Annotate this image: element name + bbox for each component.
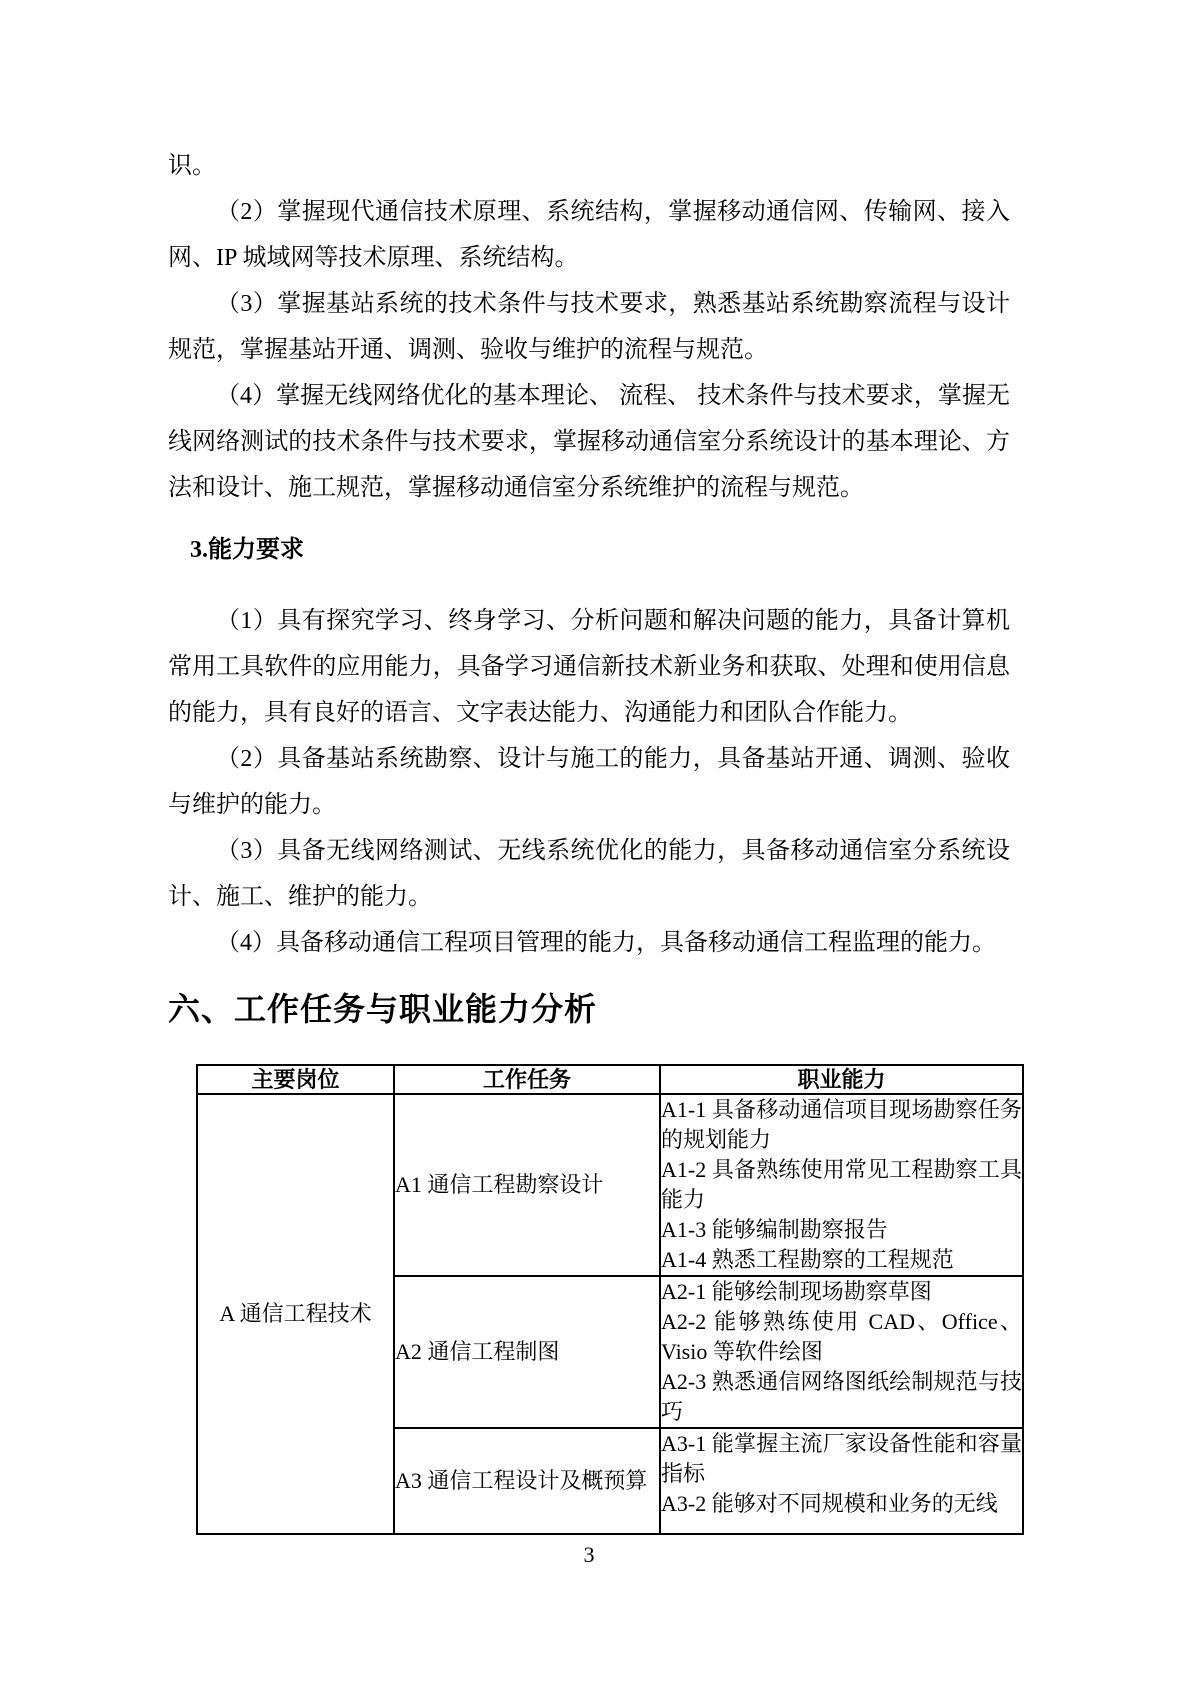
table-row — [197, 1094, 1023, 1276]
ability-line: A2-3 熟悉通信网络图纸绘制规范与技巧 — [661, 1369, 1022, 1424]
header-work-task: 工作任务 — [394, 1065, 660, 1094]
ability-line: A3-2 能够对不同规模和业务的无线 — [661, 1491, 998, 1516]
paragraph-knowledge-3: （3）掌握基站系统的技术条件与技术要求，熟悉基站系统勘察流程与设计规范，掌握基站开通、调测、验收与维护的流程与规范。 — [168, 291, 1010, 363]
section-heading: 六、工作任务与职业能力分析 — [168, 991, 598, 1027]
header-main-position: 主要岗位 — [197, 1065, 394, 1094]
paragraph-ability-1: （1）具有探究学习、终身学习、分析问题和解决问题的能力，具备计算机常用工具软件的应用能力，具备学习通信新技术新业务和获取、处理和使用信息的能力，具有良好的语言、文字表达能力、沟通能力和团队合作能力。 — [168, 608, 1010, 726]
task-cell-a1: A1 通信工程勘察设计 — [394, 1094, 660, 1276]
paragraph-ability-4: （4）具备移动通信工程项目管理的能力，具备移动通信工程监理的能力。 — [216, 930, 996, 956]
paragraph-knowledge-2: （2）掌握现代通信技术原理、系统结构，掌握移动通信网、传输网、接入网、IP 城域网等技术原理、系统结构。 — [168, 199, 1010, 271]
ability-line: A1-3 能够编制勘察报告 — [661, 1217, 888, 1242]
ability-requirements-heading: 3.能力要求 — [190, 537, 304, 563]
paragraph-ability-2: （2）具备基站系统勘察、设计与施工的能力，具备基站开通、调测、验收与维护的能力。 — [168, 746, 1010, 818]
header-professional-ability: 职业能力 — [660, 1065, 1023, 1094]
ability-cell-a3 — [660, 1428, 1023, 1534]
ability-line: A1-4 熟悉工程勘察的工程规范 — [661, 1247, 954, 1272]
ability-line: A3-1 能掌握主流厂家设备性能和容量指标 — [661, 1431, 1022, 1486]
ability-line: A1-1 具备移动通信项目现场勘察任务的规划能力 — [661, 1097, 1022, 1152]
ability-line: A2-2 能够熟练使用 CAD、Office、Visio 等软件绘图 — [661, 1309, 1022, 1364]
ability-cell-a2 — [660, 1276, 1023, 1428]
page-number: 3 — [583, 1542, 595, 1567]
task-cell-a3: A3 通信工程设计及概预算 — [394, 1428, 660, 1534]
ability-cell-a1 — [660, 1094, 1023, 1276]
table-header-row — [197, 1065, 1023, 1094]
paragraph-knowledge-4: （4）掌握无线网络优化的基本理论、 流程、 技术条件与技术要求，掌握无线网络测试的技术条件与技术要求，掌握移动通信室分系统设计的基本理论、方法和设计、施工规范，掌握移动通信室分系统维护的流程与规范。 — [168, 383, 1010, 501]
position-cell: A 通信工程技术 — [197, 1094, 394, 1534]
paragraph-ability-3: （3）具备无线网络测试、无线系统优化的能力，具备移动通信室分系统设计、施工、维护的能力。 — [168, 838, 1010, 910]
task-ability-table — [196, 1064, 1024, 1535]
paragraph-carryover: 识。 — [168, 153, 216, 179]
ability-line: A1-2 具备熟练使用常见工程勘察工具能力 — [661, 1157, 1022, 1212]
ability-line: A2-1 能够绘制现场勘察草图 — [661, 1279, 932, 1304]
task-cell-a2: A2 通信工程制图 — [394, 1276, 660, 1428]
